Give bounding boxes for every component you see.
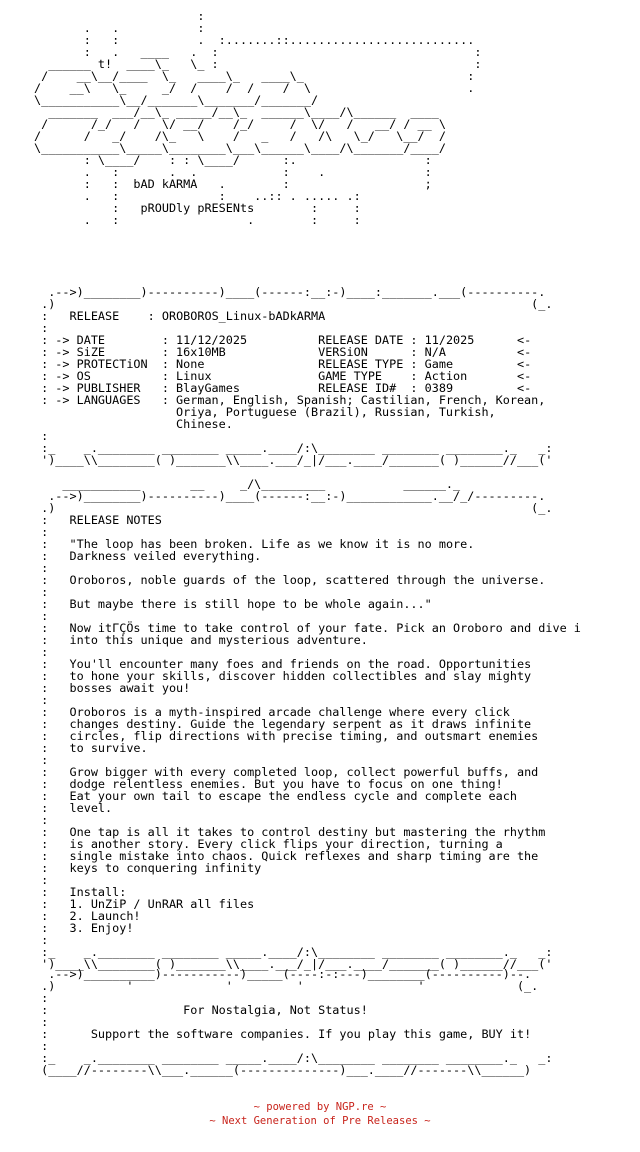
powered-by-line: ~ powered by NGP.re ~: [253, 1101, 387, 1113]
notes-paragraph: You'll encounter many foes and friends on the road. Opportunities : to hone your skills, discover hidden collectibles and slay mighty : bosses await you!: [41, 657, 532, 695]
date-value: 11/12/2025: [176, 333, 248, 347]
publisher-value: BlayGames: [176, 381, 240, 395]
notes-paragraph: "The loop has been broken. Life as we know it is no more. : Darkness veiled everything.: [41, 537, 475, 563]
release-id-value: 0389: [424, 381, 454, 395]
release-notes-box: ___________ __ _/\_________ ______._ .-->)________)----------)____(------:__:-)____________.__/_/---------. .) (_. : RELEASE NOTES : : "The loop has been broken. Life as we know it is no more. : Darkness veiled everything. : : Oroboros, noble guards of the loop, scattered through the universe. : : But maybe there is still hope to be whole again..." : : Now itΓÇÖs time to take control of your fate. Pick an Oroboro and dive i : into this unique and mysterious adventure. : : You'll encounter many foes and friends on the road. Opportunities : to hone your skills, discover hidden collectibles and slay mighty : bosses await you! : : Oroboros is a myth-inspired arcade challenge where every click : changes destiny. Guide the legendary serpent as it draws infinite : circles, flip directions with precise timing, and outsmart enemies : to survive. : : Grow bigger with every completed loop, collect powerful buffs, and : dodge relentless enemies. But you have to focus on one thing! : Eat your own tail to escape the endless cycle and complete each : level. : : One tap is all it takes to control destiny but mastering the rhythm : is another story. Every click flips your direction, turning a : single mistake into chaos. Quick reflexes and sharp timing are the : keys to conquering infinity : : Install: : 1. UnZiP / UnRAR all files : 2. Launch! : 3. Enjoy! : :_ _.________ ________ _____.____/:\________ ________ ________._ _: ')____\\________( )_______\\____.___/_|/___.____/_______( )______//___(': [34, 478, 581, 970]
footer-box: .-->)__________)-----------)_____(----:-:---)________(----------)--. .) ' ' ' ' (_. : : For Nostalgia, Not Status! : : Support the software companies. If you play this game, BUY it! : :_ _.________ ________ _____.____/:\________ ________ ________._ _: (____//--------\\___.______(--------------)___.____//-------\\______): [41, 967, 553, 1077]
languages-line-1: German, English, Spanish; Castilian, French, Korean,: [176, 393, 546, 407]
notes-paragraph: Oroboros, noble guards of the loop, scattered through the universe.: [69, 573, 546, 587]
release-name: OROBOROS_Linux-bADkARMA: [161, 309, 326, 323]
box-top-border: .-->)________)----------)____(------:__:-)____:_______.___(----------. .) (_. :: [41, 285, 553, 323]
os-value: Linux: [176, 369, 212, 383]
notes-paragraph: One tap is all it takes to control destiny but mastering the rhythm : is another story. Every click flips your direction, turning a : single mistake into chaos. Quick reflexes and sharp timing are the : keys to conquering infinity: [41, 825, 546, 875]
release-info-box: .-->)________)----------)____(------:__:-)____:_______.___(----------. .) (_. : RELEASE : OROBOROS_Linux-bADkARMA : : -> DATE : 11/12/2025 RELEASE DATE : 11/2025 <- : -> SiZE : 16x10MB VERSiON : N/A <- : -> PROTECTiON : None RELEASE TYPE : Game <- : -> OS : Linux GAME TYPE : Action <- : -> PUBLISHER : BlayGames RELEASE ID# : 0389 <- : -> LANGUAGES : German, English, Spanish; Castilian, French, Korean, Oriya, Portuguese (Brazil), Russian, Turkish, Chinese. : :_ _.________ ________ _____.____/:\________ ________ ________._ _: ')____\\________( )_______\\____.___/_|/___.____/_______( )______//___(': [34, 286, 552, 466]
ngp-tagline: ~ Next Generation of Pre Releases ~: [209, 1115, 431, 1127]
motto: For Nostalgia, Not Status!: [183, 1003, 368, 1017]
notes-paragraph: Oroboros is a myth-inspired arcade challenge where every click : changes destiny. Guide the legendary serpent as it draws infinite : circles, flip directions with precise timing, and outsmart enemies : to survive.: [41, 705, 539, 755]
install-steps: Install: : 1. UnZiP / UnRAR all files : 2. Launch! : 3. Enjoy!: [41, 885, 255, 935]
notes-paragraph: But maybe there is still hope to be whole again...": [69, 597, 432, 611]
version-value: N/A: [424, 345, 446, 359]
protection-value: None: [176, 357, 205, 371]
game-type-value: Action: [424, 369, 468, 383]
release-date-value: 11/2025: [424, 333, 475, 347]
notes-heading: RELEASE NOTES: [69, 513, 162, 527]
ascii-logo: : . . : : : . :.......::.......................... : . ____ . : : ______ t! ____\_ \_ : : / __\__/____ \_ ____\_ ____\_ : / __\ \_ _/ / / / / \ . \___________\__/_______\_______/_______/ _______ ___/__\_ _____/__\_ ______\____/\______ ____ / /_/ / \/ __/ /_/ / \/ / __/ / __ \ / / _/ /\_ \ / _ / /\ \_/ \__/ / \___________\_____\________\___\______\____/\_______/____/ : \____/ : : \____/ :. : . : . . : . : : : bAD kARMA . : ; . : : ..:: . ..... .: : pROUDly pRESENts : : . : . : :: [34, 9, 482, 227]
release-type-value: Game: [424, 357, 454, 371]
credits: [0, 1100, 640, 1128]
languages-line-2: Oriya, Portuguese (Brazil), Russian, Turkish,: [176, 405, 496, 419]
support-notice: Support the software companies. If you play this game, BUY it!: [90, 1027, 532, 1041]
languages-line-3: Chinese.: [176, 417, 233, 431]
notes-paragraph: Grow bigger with every completed loop, collect powerful buffs, and : dodge relentless enemies. But you have to focus on one thing! : Eat your own tail to escape the endless cycle and complete each : level.: [41, 765, 539, 815]
size-value: 16x10MB: [176, 345, 226, 359]
release-row: RELEASE : OROBOROS_Linux-bADkARMA: [48, 309, 326, 323]
languages-value: [34, 393, 545, 431]
notes-top-border: ___________ __ _/\_________ ______._ .-->)________)----------)____(------:__:-)____________.__/_/---------. .) (_.: [41, 477, 553, 515]
notes-paragraph: Now itΓÇÖs time to take control of your fate. Pick an Oroboro and dive i : into this unique and mysterious adventure.: [41, 621, 581, 647]
